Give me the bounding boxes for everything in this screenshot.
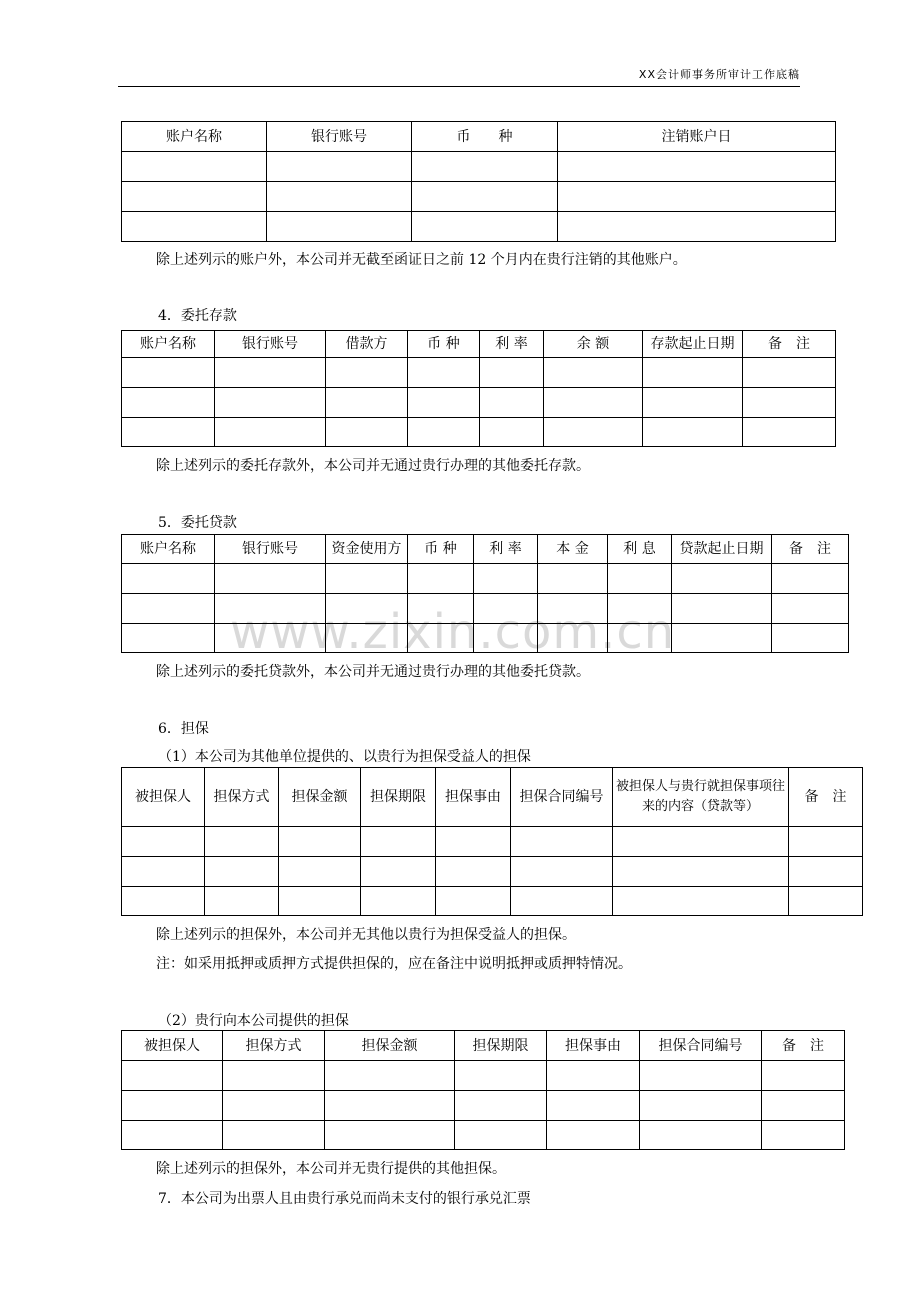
table-row [122, 1061, 845, 1091]
header-cell: 资金使用方 [326, 535, 408, 564]
table-cell [412, 152, 558, 182]
header-cell: 借款方 [326, 331, 408, 358]
table-row [122, 857, 863, 887]
table-header-row [122, 1031, 845, 1061]
header-cell: 余 额 [544, 331, 643, 358]
entrusted-deposits-table [121, 330, 836, 447]
table-cell [122, 182, 267, 212]
header-cell: 账户名称 [122, 122, 267, 152]
guarantee-sub1-heading: （1）本公司为其他单位提供的、以贵行为担保受益人的担保 [158, 749, 531, 765]
guarantee-sub2-note: 除上述列示的担保外，本公司并无贵行提供的其他担保。 [156, 1161, 506, 1177]
table-row [122, 152, 836, 182]
table-cell [122, 212, 267, 242]
header-cell: 银行账号 [215, 535, 326, 564]
header-cell: 币 种 [408, 331, 480, 358]
header-cell: 币 种 [412, 122, 558, 152]
table-cell [558, 182, 836, 212]
table-row [122, 624, 849, 653]
entrusted-loans-note: 除上述列示的委托贷款外，本公司并无通过贵行办理的其他委托贷款。 [156, 664, 590, 680]
header-cell: 备 注 [772, 535, 849, 564]
table-row [122, 212, 836, 242]
table-header-row [122, 535, 849, 564]
header-cell: 被担保人 [122, 768, 205, 827]
table-cell [558, 152, 836, 182]
header-cell: 被担保人与贵行就担保事项往来的内容（贷款等） [613, 768, 789, 827]
header-divider [118, 86, 800, 87]
table-header-row [122, 768, 863, 827]
header-cell: 备 注 [789, 768, 863, 827]
section-6-heading: 6．担保 [158, 721, 209, 737]
table-cell [558, 212, 836, 242]
section-4-heading: 4．委托存款 [158, 308, 237, 324]
header-cell: 银行账号 [215, 331, 326, 358]
table-row [122, 1091, 845, 1121]
header-cell: 担保期限 [361, 768, 436, 827]
header-cell: 备 注 [762, 1031, 845, 1061]
header-cell: 担保金额 [325, 1031, 455, 1061]
section-5-heading: 5．委托贷款 [158, 515, 237, 531]
table-row [122, 887, 863, 916]
header-cell: 担保合同编号 [640, 1031, 762, 1061]
table-row [122, 1121, 845, 1150]
table-row [122, 564, 849, 594]
guarantee-sub1-table [121, 767, 863, 916]
section-7-heading: 7．本公司为出票人且由贵行承兑而尚未支付的银行承兑汇票 [158, 1191, 531, 1207]
table-cell [412, 182, 558, 212]
table-row [122, 182, 836, 212]
table-row [122, 827, 863, 857]
table-cell [267, 182, 412, 212]
closed-accounts-table [121, 121, 836, 242]
header-cell: 贷款起止日期 [672, 535, 772, 564]
header-cell: 担保方式 [205, 768, 279, 827]
header-cell: 被担保人 [122, 1031, 223, 1061]
header-cell: 币 种 [408, 535, 474, 564]
table-row [122, 358, 836, 388]
header-cell: 银行账号 [267, 122, 412, 152]
guarantee-sub2-table [121, 1030, 845, 1150]
guarantee-sub1-note: 除上述列示的担保外，本公司并无其他以贵行为担保受益人的担保。 [156, 927, 576, 943]
guarantee-sub2-heading: （2）贵行向本公司提供的担保 [158, 1013, 349, 1029]
table-cell [267, 212, 412, 242]
header-cell: 注销账户日 [558, 122, 836, 152]
header-cell: 存款起止日期 [643, 331, 743, 358]
table-header-row [122, 331, 836, 358]
table-cell [412, 212, 558, 242]
header-cell: 担保方式 [223, 1031, 325, 1061]
header-cell: 利 率 [480, 331, 544, 358]
table-header-row [122, 122, 836, 152]
header-cell: 担保合同编号 [511, 768, 613, 827]
table-row [122, 418, 836, 447]
header-cell: 利 息 [608, 535, 672, 564]
table-row [122, 388, 836, 418]
header-cell: 本 金 [538, 535, 608, 564]
header-cell: 备 注 [743, 331, 836, 358]
header-cell: 账户名称 [122, 535, 215, 564]
entrusted-deposits-note: 除上述列示的委托存款外，本公司并无通过贵行办理的其他委托存款。 [156, 458, 590, 474]
header-cell: 担保事由 [436, 768, 511, 827]
closed-accounts-note: 除上述列示的账户外，本公司并无截至函证日之前 12 个月内在贵行注销的其他账户。 [156, 252, 687, 268]
page-header-title: XX会计师事务所审计工作底稿 [638, 68, 800, 81]
entrusted-loans-table [121, 534, 849, 653]
guarantee-sub1-remark: 注：如采用抵押或质押方式提供担保的，应在备注中说明抵押或质押特情况。 [156, 956, 632, 972]
table-cell [267, 152, 412, 182]
table-cell [122, 152, 267, 182]
header-cell: 担保期限 [455, 1031, 547, 1061]
header-cell: 担保事由 [547, 1031, 640, 1061]
table-row [122, 594, 849, 624]
watermark: www.zixin.com.cn [230, 604, 676, 660]
header-cell: 担保金额 [279, 768, 361, 827]
header-cell: 账户名称 [122, 331, 215, 358]
header-cell: 利 率 [474, 535, 538, 564]
